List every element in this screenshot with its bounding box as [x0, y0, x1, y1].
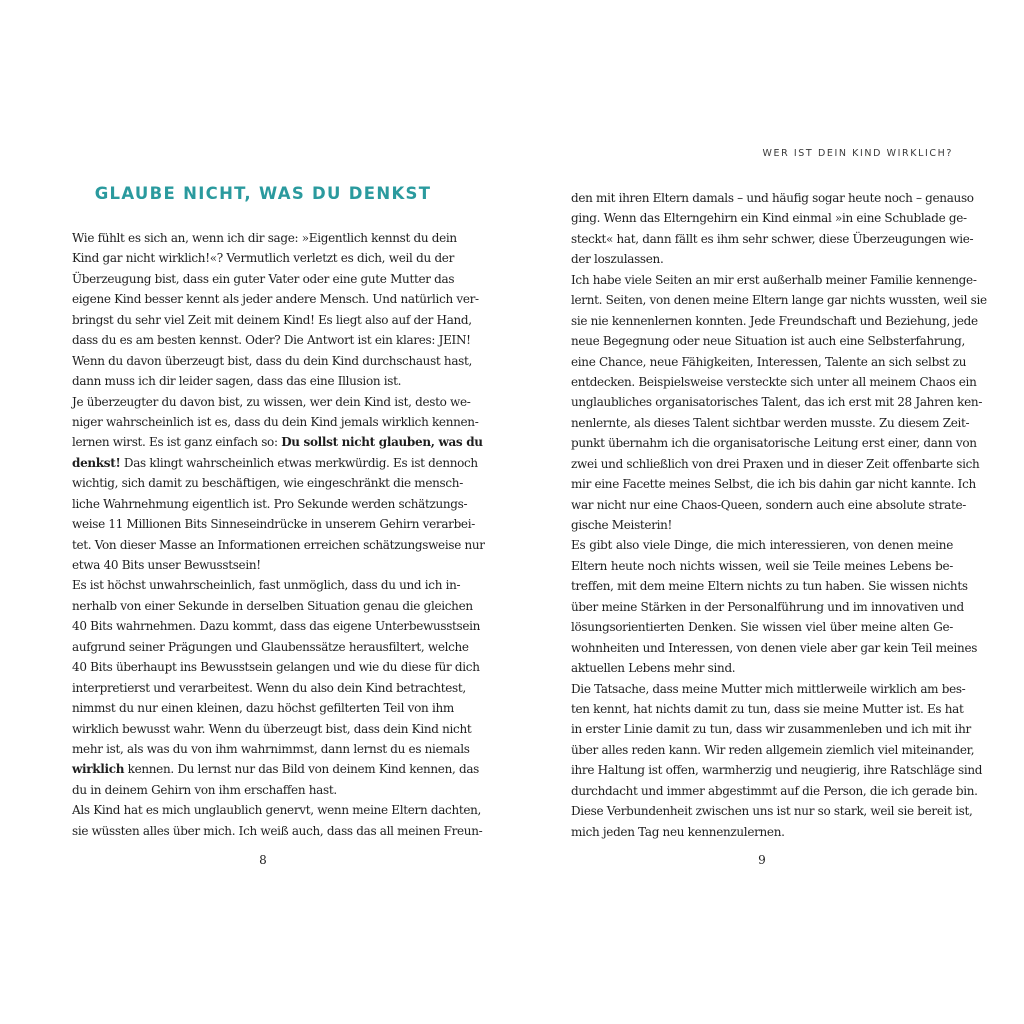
- text-line: Je überzeugter du davon bist, zu wissen, wer dein Kind ist, desto we-: [72, 394, 471, 409]
- chapter-title: GLAUBE NICHT, WAS DU DENKST: [94, 184, 432, 203]
- bold-emphasis: denkst!: [72, 455, 121, 470]
- text-line: treffen, mit dem meine Eltern nichts zu tun haben. Sie wissen nichts: [571, 579, 968, 594]
- text-line: nerhalb von einer Sekunde in derselben Situation genau die gleichen: [72, 598, 473, 613]
- text-line: steckt« hat, dann fällt es ihm sehr schwer, diese Überzeugungen wie-: [571, 231, 974, 246]
- text-line: weise 11 Millionen Bits Sinneseindrücke in unserem Gehirn verarbei-: [72, 517, 475, 532]
- text-line: Es ist höchst unwahrscheinlich, fast unmöglich, dass du und ich in-: [72, 578, 461, 593]
- left-page: [72, 0, 485, 1024]
- text-line: mehr ist, als was du von ihm wahrnimmst, dann lernst du es niemals: [72, 741, 470, 756]
- page-number-left: 8: [259, 853, 267, 867]
- text-line: Es gibt also viele Dinge, die mich interessieren, von denen meine: [571, 538, 953, 553]
- text-line: den mit ihren Eltern damals – und häufig sogar heute noch – genauso: [571, 191, 974, 205]
- text-line: dann muss ich dir leider sagen, dass das eine Illusion ist.: [72, 374, 402, 389]
- text-line: mir eine Facette meines Selbst, die ich bis dahin gar nicht kannte. Ich: [571, 477, 976, 492]
- text-line: bringst du sehr viel Zeit mit deinem Kind! Es liegt also auf der Hand,: [72, 312, 472, 327]
- text-line: sie nie kennenlernen konnten. Jede Freundschaft und Beziehung, jede: [571, 313, 978, 328]
- text-line: liche Wahrnehmung eigentlich ist. Pro Sekunde werden schätzungs-: [72, 496, 468, 511]
- text-line: 40 Bits wahrnehmen. Dazu kommt, dass das eigene Unterbewusstsein: [72, 619, 481, 634]
- text-line: [72, 453, 478, 473]
- text-line: Als Kind hat es mich unglaublich genervt, wenn meine Eltern dachten,: [72, 803, 482, 818]
- text-line: über alles reden kann. Wir reden allgemein ziemlich viel miteinander,: [571, 742, 975, 757]
- text-line: Die Tatsache, dass meine Mutter mich mittlerweile wirklich am bes-: [571, 681, 966, 696]
- text-line: gische Meisterin!: [571, 518, 673, 532]
- text-line: durchdacht und immer abgestimmt auf die Person, die ich gerade bin.: [571, 783, 978, 798]
- text-line: lösungsorientierten Denken. Sie wissen viel über meine alten Ge-: [571, 620, 953, 635]
- text-line: wohnheiten und Interessen, von denen viele aber gar kein Teil meines: [571, 640, 978, 655]
- text-line: eigene Kind besser kennt als jeder andere Mensch. Und natürlich ver-: [72, 292, 479, 307]
- text-line: aktuellen Lebens mehr sind.: [571, 661, 736, 676]
- text-line: zwei und schließlich von drei Praxen und in dieser Zeit offenbarte sich: [571, 456, 980, 471]
- text-line: Ich habe viele Seiten an mir erst außerhalb meiner Familie kennenge-: [571, 272, 977, 287]
- text-line: Wenn du davon überzeugt bist, dass du dein Kind durchschaust hast,: [72, 353, 473, 368]
- text-line: Diese Verbundenheit zwischen uns ist nur so stark, weil sie bereit ist,: [571, 804, 973, 819]
- text-line: Überzeugung bist, dass ein guter Vater oder eine gute Mutter das: [72, 271, 455, 286]
- right-page: [571, 0, 987, 1024]
- running-head: WER IST DEIN KIND WIRKLICH?: [762, 148, 953, 159]
- text-line: in erster Linie damit zu tun, dass wir zusammenleben und ich mit ihr: [571, 722, 971, 737]
- text-line: tet. Von dieser Masse an Informationen erreichen schätzungsweise nur: [72, 537, 485, 552]
- text-line: interpretierst und verarbeitest. Wenn du also dein Kind betrachtest,: [72, 680, 466, 695]
- right-page-body-text: [571, 188, 987, 842]
- text-line: wirklich bewusst wahr. Wenn du überzeugt bist, dass dein Kind nicht: [72, 721, 472, 736]
- text-line: lernt. Seiten, von denen meine Eltern lange gar nichts wussten, weil sie: [571, 293, 987, 308]
- text-line: mich jeden Tag neu kennenzulernen.: [571, 824, 785, 839]
- text-segment: kennen. Du lernst nur das Bild von deinem Kind kennen, das: [124, 762, 480, 777]
- text-line: nimmst du nur einen kleinen, dazu höchst gefilterten Teil von ihm: [72, 701, 454, 716]
- text-line: ging. Wenn das Elterngehirn ein Kind einmal »in eine Schublade ge-: [571, 211, 967, 226]
- text-line: ten kennt, hat nichts damit zu tun, dass sie meine Mutter ist. Es hat: [571, 701, 964, 716]
- text-line: entdecken. Beispielsweise versteckte sich unter all meinem Chaos ein: [571, 374, 977, 389]
- text-line: punkt übernahm ich die organisatorische Leitung erst einer, dann von: [571, 436, 977, 451]
- text-line: 40 Bits überhaupt ins Bewusstsein gelangen und wie du diese für dich: [72, 660, 480, 675]
- bold-emphasis: Du sollst nicht glauben, was du: [281, 435, 483, 450]
- text-line: Eltern heute noch nichts wissen, weil sie Teile meines Lebens be-: [571, 558, 953, 573]
- text-line: unglaubliches organisatorisches Talent, das ich erst mit 28 Jahren ken-: [571, 395, 983, 410]
- text-line: du in deinem Gehirn von ihm erschaffen hast.: [72, 782, 337, 797]
- text-line: etwa 40 Bits unser Bewusstsein!: [72, 558, 261, 572]
- text-line: nenlernte, als dieses Talent sichtbar werden musste. Zu diesem Zeit-: [571, 415, 970, 430]
- text-line: neue Begegnung oder neue Situation ist auch eine Selbsterfahrung,: [571, 334, 966, 349]
- text-line: aufgrund seiner Prägungen und Glaubenssätze herausfiltert, welche: [72, 639, 469, 654]
- text-line: der loszulassen.: [571, 252, 664, 267]
- text-line: Kind gar nicht wirklich!«? Vermutlich verletzt es dich, weil du der: [72, 251, 454, 266]
- text-segment: lernen wirst. Es ist ganz einfach so:: [72, 435, 282, 450]
- text-line: über meine Stärken in der Personalführung und im innovativen und: [571, 599, 964, 614]
- page-number-right: 9: [758, 853, 766, 867]
- text-line: wichtig, sich damit zu beschäftigen, wie eingeschränkt die mensch-: [72, 476, 463, 491]
- text-line: eine Chance, neue Fähigkeiten, Interessen, Talente an sich selbst zu: [571, 354, 967, 369]
- left-page-body-text: [72, 228, 485, 841]
- text-line: [72, 432, 483, 452]
- text-line: ihre Haltung ist offen, warmherzig und neugierig, ihre Ratschläge sind: [571, 763, 983, 778]
- text-line: sie wüssten alles über mich. Ich weiß auch, dass das all meinen Freun-: [72, 823, 483, 838]
- text-line: Wie fühlt es sich an, wenn ich dir sage: »Eigentlich kennst du dein: [72, 231, 457, 245]
- bold-emphasis: wirklich: [72, 762, 125, 777]
- text-line: war nicht nur eine Chaos-Queen, sondern auch eine absolute strate-: [571, 497, 967, 512]
- text-line: dass du es am besten kennst. Oder? Die Antwort ist ein klares: JEIN!: [72, 333, 471, 348]
- text-line: niger wahrscheinlich ist es, dass du dein Kind jemals wirklich kennen-: [72, 414, 479, 429]
- text-segment: Das klingt wahrscheinlich etwas merkwürdig. Es ist dennoch: [120, 455, 478, 470]
- text-line: [72, 759, 480, 779]
